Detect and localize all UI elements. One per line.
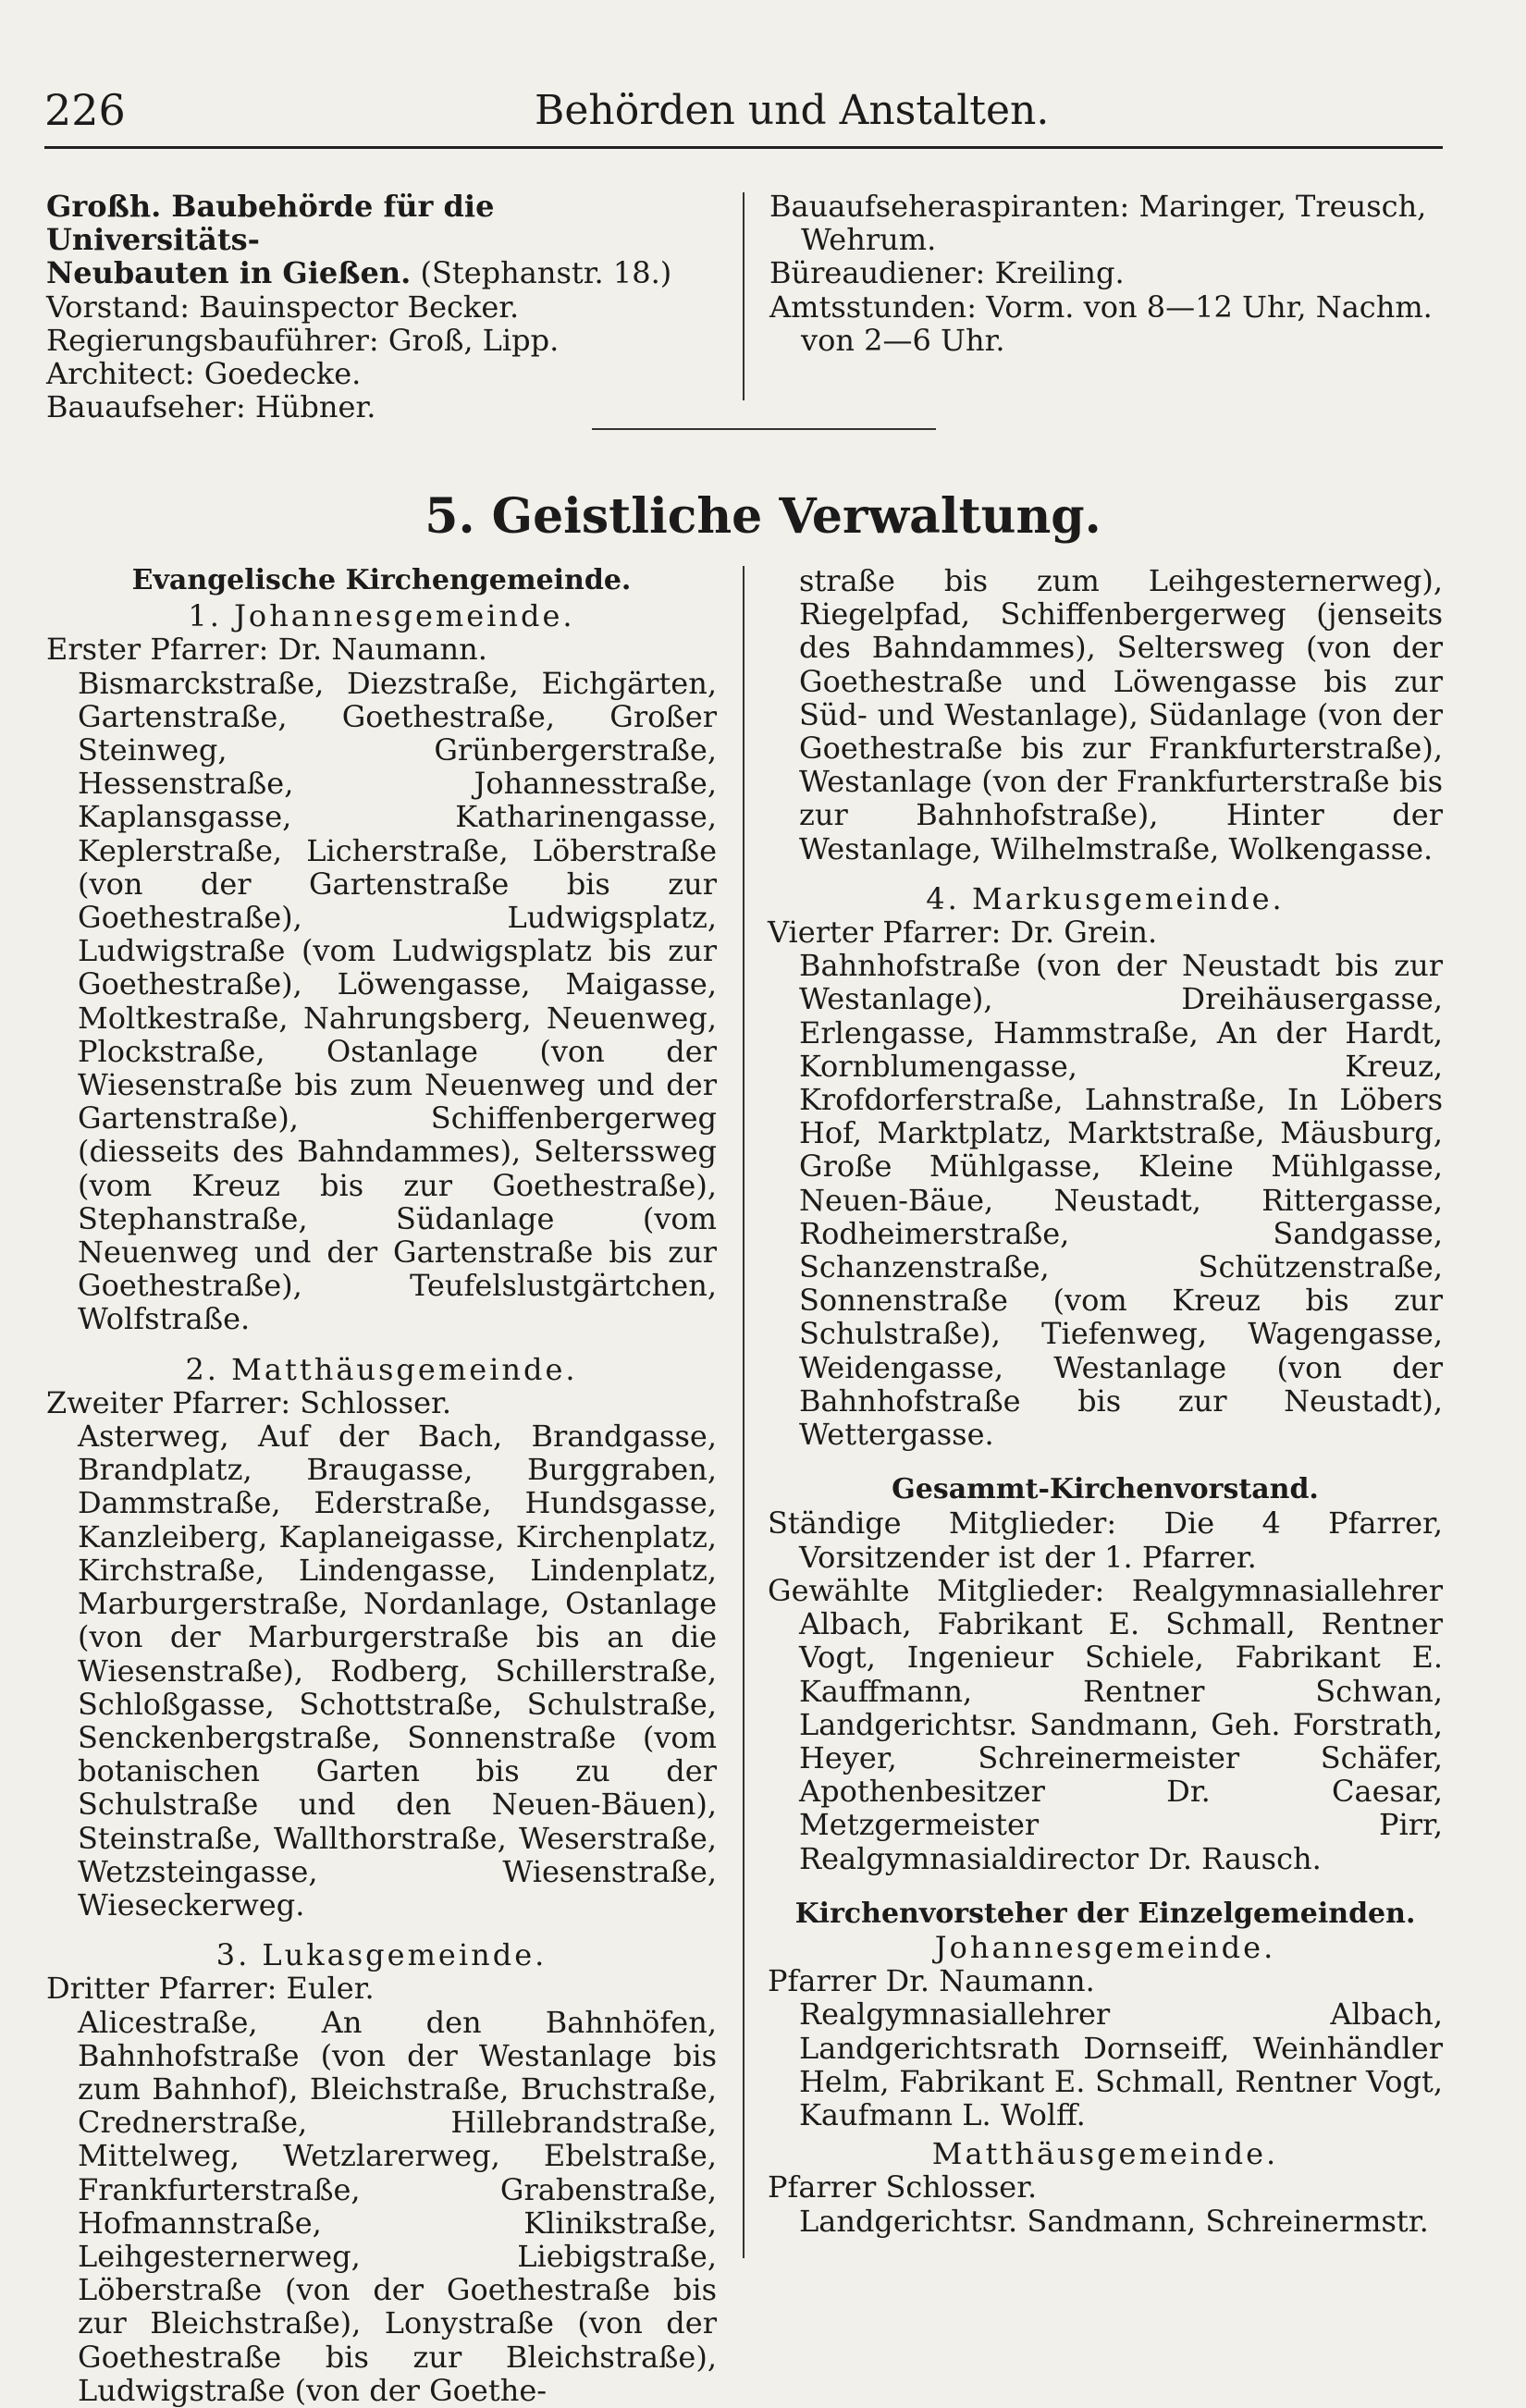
- parish-pastor: Erster Pfarrer: Dr. Naumann.: [46, 632, 487, 668]
- staff-line: Architect: Goedecke.: [46, 356, 362, 392]
- parish-name: 3. Lukasgemeinde.: [215, 1937, 548, 1973]
- council-heading: Gesammt-Kirchenvorstand.: [892, 1473, 1319, 1506]
- left-column: [46, 564, 717, 2407]
- staff-line: Bauaufseheraspiranten: Maringer, Treusch, Wehrum.: [769, 189, 1427, 258]
- council-permanent: Ständige Mitglieder: Die 4 Pfarrer, Vorsitzender ist der 1. Pfarrer.: [768, 1505, 1443, 1575]
- parish-streets: Asterweg, Auf der Bach, Brandgasse, Brandplatz, Braugasse, Burggraben, Dammstraße, Ederstraße, Hundsgasse, Kanzleiberg, Kaplaneigasse, Kirchenplatz, Kirchstraße, Lindengasse, Lindenplatz, Marburgerstraße, Nordanlage, Ostanlage (von der Marburgerstraße bis an die Wiesenstraße), Rodberg, Schillerstraße, Schloßgasse, Schottstraße, Schulstraße, Senckenbergstraße, Sonnenstraße (vom botanischen Garten bis zu der Schulstraße und den Neuen-Bäuen), Steinstraße, Wallthorstraße, Weserstraße, Wetzsteingasse, Wiesenstraße, Wieseckerweg.: [78, 1419, 717, 1923]
- page-number: 226: [44, 85, 126, 135]
- staff-line: Amtsstunden: Vorm. von 8—12 Uhr, Nachm. von 2—6 Uhr.: [769, 289, 1433, 358]
- church-heading: Evangelische Kirchengemeinde.: [131, 564, 632, 596]
- authority-title: Großh. Baubehörde für die Universitäts-: [46, 189, 495, 258]
- top-left-block: [46, 190, 712, 424]
- parish-pastor: Dritter Pfarrer: Euler.: [46, 1971, 375, 2007]
- staff-line: Regierungsbauführer: Groß, Lipp.: [46, 322, 560, 358]
- parish-streets: Bahnhofstraße (von der Neustadt bis zur Westanlage), Dreihäusergasse, Erlengasse, Hammstraße, An der Hardt, Kornblumengasse, Kreuz, Krofdorferstraße, Lahnstraße, In Löbers Hof, Marktplatz, Marktstraße, Mäusburg, Große Mühlgasse, Kleine Mühlgasse, Neuen-Bäue, Neustadt, Rittergasse, Rodheimerstraße, Sandgasse, Schanzenstraße, Schützenstraße, Sonnenstraße (vom Kreuz bis zur Schulstraße), Tiefenweg, Wagengasse, Weidengasse, Westanlage (von der Bahnhofstraße bis zur Neustadt), Wettergasse.: [799, 948, 1443, 1453]
- parish-name: 2. Matthäusgemeinde.: [185, 1351, 578, 1387]
- staff-line: Vorstand: Bauinspector Becker.: [46, 289, 520, 325]
- staff-line: Büreaudiener: Kreiling.: [769, 255, 1125, 291]
- authority-address: (Stephanstr. 18.): [420, 255, 672, 291]
- running-title: Behörden und Anstalten.: [535, 87, 1050, 134]
- section-title: 5. Geistliche Verwaltung.: [425, 488, 1101, 545]
- parish-name: 1. Johannesgemeinde.: [188, 598, 575, 634]
- council-elected: Gewählte Mitglieder: Realgymnasiallehrer Albach, Fabrikant E. Schmall, Rentner Vogt, Ingenieur Schiele, Fabrikant E. Kauffmann, Rentner Schwan, Landgerichtsr. Sandmann, Geh. Forstrath, Heyer, Schreinermeister Schäfer, Apothenbesitzer Dr. Caesar, Metzgermeister Pirr, Realgymnasialdirector Dr. Rausch.: [768, 1572, 1443, 1876]
- elders-pastor: Pfarrer Dr. Naumann.: [768, 1963, 1095, 1999]
- parish-streets: Bismarckstraße, Diezstraße, Eichgärten, Gartenstraße, Goethestraße, Großer Steinweg, Grünbergerstraße, Hessenstraße, Johannesstraße, Kaplansgasse, Katharinengasse, Keplerstraße, Licherstraße, Löberstraße (von der Gartenstraße bis zur Goethestraße), Ludwigsplatz, Ludwigstraße (vom Ludwigsplatz bis zur Goethestraße), Löwengasse, Maigasse, Moltkestraße, Nahrungsberg, Neuenweg, Plockstraße, Ostanlage (von der Wiesenstraße bis zum Neuenweg und der Gartenstraße), Schiffenbergerweg (diesseits des Bahndammes), Selterssweg (vom Kreuz bis zur Goethestraße), Stephanstraße, Südanlage (vom Neuenweg und der Gartenstraße bis zur Goethestraße), Teufelslustgärtchen, Wolfstraße.: [78, 665, 717, 1337]
- elders-members: Realgymnasiallehrer Albach, Landgerichtsrath Dornseiff, Weinhändler Helm, Fabrikant E. Schmall, Rentner Vogt, Kaufmann L. Wolff.: [799, 1996, 1443, 2132]
- elders-parish-name: Johannesgemeinde.: [934, 1929, 1276, 1965]
- parish-pastor: Vierter Pfarrer: Dr. Grein.: [768, 915, 1158, 951]
- running-header: [44, 85, 1441, 141]
- parish-pastor: Zweiter Pfarrer: Schlosser.: [46, 1384, 451, 1420]
- parish-streets: Alicestraße, An den Bahnhöfen, Bahnhofstraße (von der Westanlage bis zum Bahnhof), Bleichstraße, Bruchstraße, Crednerstraße, Hillebrandstraße, Mittelweg, Wetzlarerweg, Ebelstraße, Frankfurterstraße, Grabenstraße, Hofmannstraße, Klinikstraße, Leihgesternerweg, Liebigstraße, Löberstraße (von der Goethestraße bis zur Bleichstraße), Lonystraße (von der Goethestraße bis zur Bleichstraße), Ludwigstraße (von der Goethe-: [78, 2004, 717, 2408]
- header-rule: [44, 146, 1443, 149]
- top-right-block: [769, 190, 1443, 357]
- elders-pastor: Pfarrer Schlosser.: [768, 2169, 1038, 2205]
- staff-line: Bauaufseher: Hübner.: [46, 389, 376, 425]
- authority-title-bold: Neubauten in Gießen.: [46, 255, 412, 291]
- authority-title-line2: [46, 256, 712, 289]
- elders-heading: Kirchenvorsteher der Einzelgemeinden.: [794, 1897, 1416, 1930]
- section-divider: [592, 428, 936, 430]
- main-column-rule: [743, 566, 745, 2258]
- elders-members: Landgerichtsr. Sandmann, Schreinermstr.: [799, 2203, 1429, 2239]
- elders-parish-name: Matthäusgemeinde.: [931, 2136, 1279, 2172]
- parish-name: 4. Markusgemeinde.: [926, 880, 1285, 916]
- right-column: [768, 564, 1443, 2238]
- parish-streets-continued: straße bis zum Leihgesternerweg), Riegelpfad, Schiffenbergerweg (jenseits des Bahndammes), Seltersweg (von der Goethestraße und Löwengasse bis zur Süd- und Westanlage), Südanlage (von der Goethestraße bis zur Frankfurterstraße), Westanlage (von der Frankfurterstraße bis zur Bahnhofstraße), Hinter der Westanlage, Wilhelmstraße, Wolkengasse.: [799, 563, 1443, 866]
- top-column-rule: [743, 192, 745, 400]
